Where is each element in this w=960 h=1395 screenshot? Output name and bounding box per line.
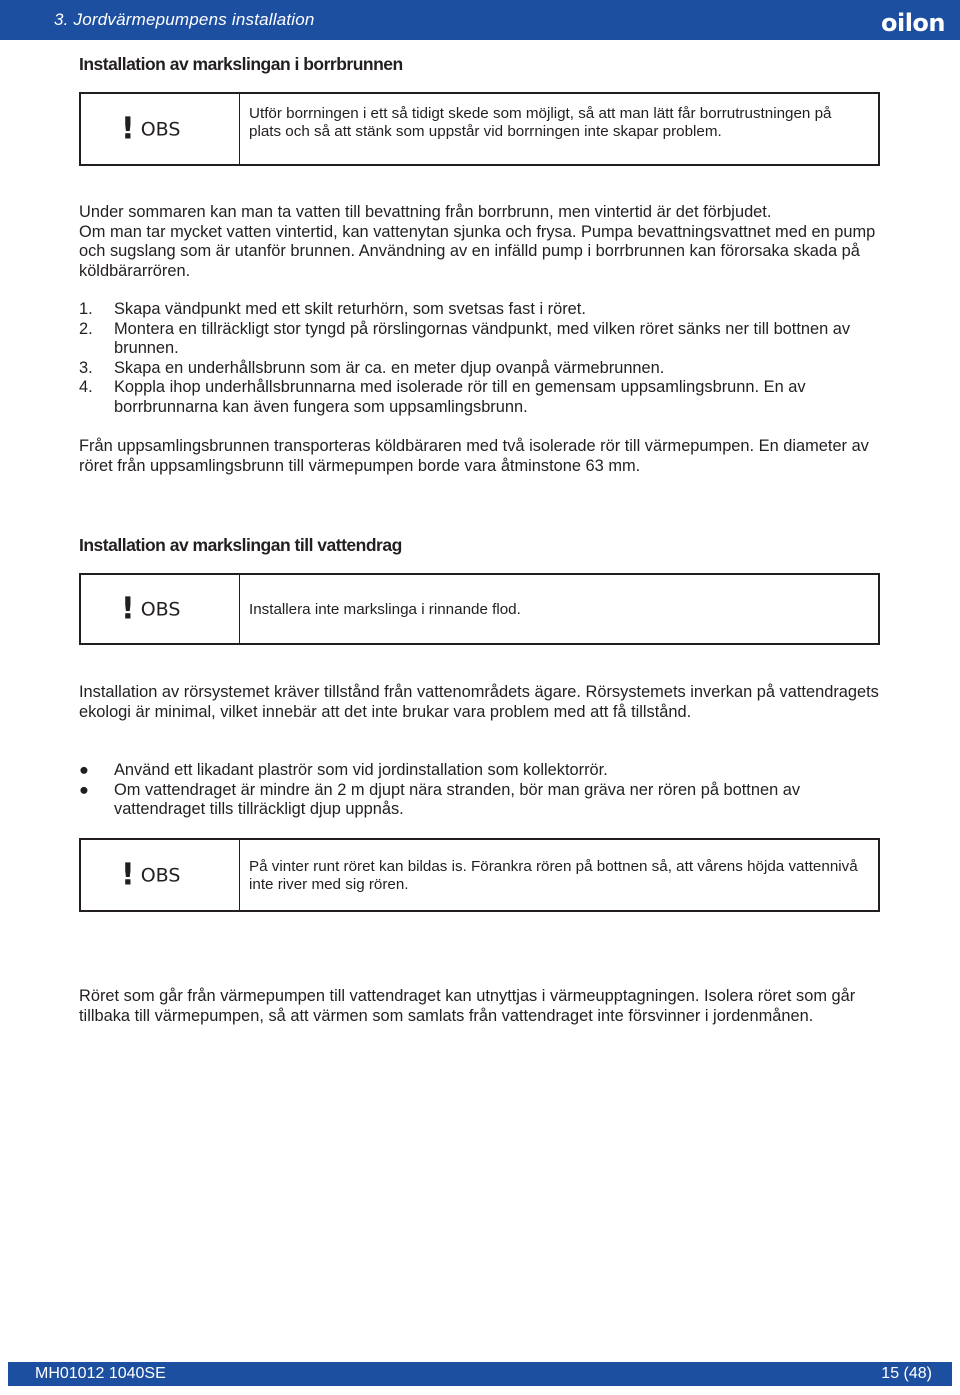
list-text: Skapa en underhållsbrunn som är ca. en meter djup ovanpå värmebrunnen. (114, 358, 665, 377)
obs-notice-borrning (79, 92, 880, 166)
sentence: Om man tar mycket vatten vintertid, kan vattenytan sjunka och frysa. (79, 222, 577, 241)
list-text: Använd ett likadant plaströr som vid jordinstallation som kollektorrör. (114, 761, 608, 779)
sentence: Användning av en infälld pump i borrbrunnen kan förorsaka skada på köldbärarrören. (79, 242, 860, 280)
paragraph-uppsamling: Från uppsamlingsbrunnen transporteras köldbäraren med två isolerade rör till värmepumpen. En diameter av röret från uppsamlingsbrunn till värmepumpen borde vara åtminstone 63 mm. (79, 437, 869, 475)
page-number: 15 (48) (881, 1365, 932, 1382)
sentence-group (79, 223, 889, 282)
section-heading-borrbrunnen: Installation av markslingan i borrbrunnen (79, 54, 403, 74)
obs-text: Installera inte markslinga i rinnande flod. (249, 601, 521, 618)
obs-label: ! OBS (121, 857, 181, 893)
obs-label: ! OBS (121, 111, 181, 147)
list-number: 2. (79, 319, 93, 338)
list-text: Skapa vändpunkt med ett skilt returhörn, som svetsas fast i röret. (114, 300, 586, 318)
obs-label: ! OBS (121, 591, 181, 627)
bullet-list (79, 761, 889, 820)
steps-list (79, 300, 889, 418)
section-heading-vattendrag: Installation av markslingan till vattendrag (79, 535, 402, 555)
list-item (79, 359, 889, 379)
list-item (79, 781, 889, 820)
divider (239, 575, 240, 643)
list-item (79, 378, 889, 417)
list-number: 3. (79, 358, 93, 377)
document-code: MH01012 1040SE (35, 1365, 166, 1382)
obs-notice-is (79, 838, 880, 912)
chapter-title: 3. Jordvärmepumpens installation (54, 10, 315, 29)
oilon-logo: oilon (880, 9, 945, 37)
paragraph-vatten (79, 203, 889, 281)
sentence: Under sommaren kan man ta vatten till bevattning från borrbrunn, men vintertid är det förbjudet. (79, 203, 772, 221)
exclamation-icon: ! (121, 111, 135, 147)
bullet-icon: ● (79, 761, 89, 779)
list-number: 4. (79, 378, 93, 397)
header-bar (0, 0, 960, 40)
list-item (79, 300, 889, 320)
list-item (79, 320, 889, 359)
exclamation-icon: ! (121, 591, 135, 627)
exclamation-icon: ! (121, 857, 135, 893)
list-text: Om vattendraget är mindre än 2 m djupt nära stranden, bör man gräva ner rören på bottnen av vattendraget tills tillräckligt djup uppnås. (114, 780, 801, 819)
list-item (79, 761, 889, 781)
list-text: Montera en tillräckligt stor tyngd på rörslingornas vändpunkt, med vilken röret sänks ner till bottnen av brunnen. (114, 319, 851, 358)
divider (239, 840, 240, 910)
bullet-icon: ● (79, 780, 89, 799)
paragraph-isolera: Röret som går från värmepumpen till vattendraget kan utnyttjas i värmeupptagningen. Isolera röret som går tillbaka till värmepumpen, så att värmen som samlats från vattendraget inte försvinner i jordenmånen. (79, 987, 856, 1025)
sentence: Pumpa bevattningsvattnet med en pump och sugslang som är utanför brunnen. (79, 222, 876, 261)
obs-notice-flod (79, 573, 880, 645)
list-text: Koppla ihop underhållsbrunnarna med isolerade rör till en gemensam uppsamlingsbrunn. En av borrbrunnarna kan även fungera som uppsamlingsbrunn. (114, 378, 806, 416)
obs-text: Utför borrningen i ett så tidigt skede som möjligt, så att man lätt får borrutrustningen på plats och så att stänk som uppstår vid borrningen inte skapar problem. (249, 105, 832, 140)
divider (239, 94, 240, 164)
paragraph-tillstand: Installation av rörsystemet kräver tillstånd från vattenområdets ägare. Rörsystemets inverkan på vattendragets ekologi är minimal, vilket innebär att det inte brukar vara problem med att få tillstånd. (79, 683, 879, 721)
obs-text: På vinter runt röret kan bildas is. Förankra rören på bottnen så, att vårens höjda vattennivå inte river med sig rören. (249, 858, 858, 893)
list-number: 1. (79, 300, 93, 318)
footer-bar (8, 1362, 952, 1386)
